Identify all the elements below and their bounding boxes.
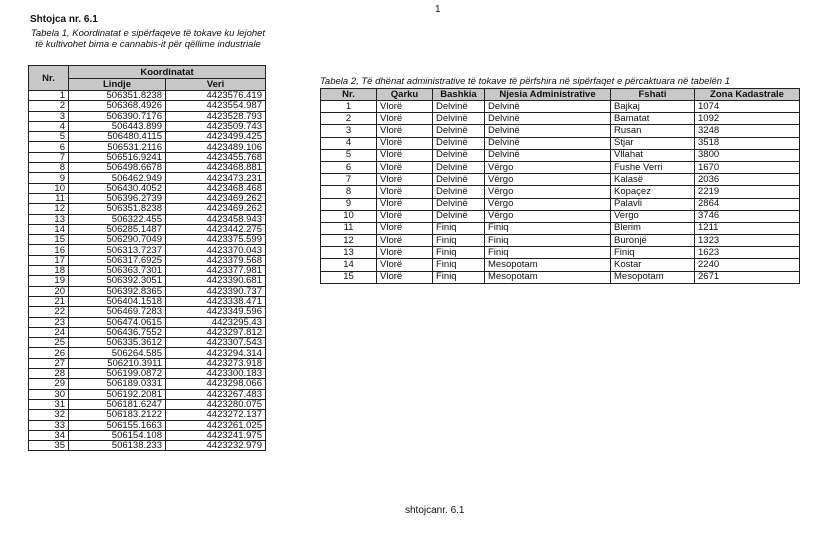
administrative-table-body	[321, 101, 800, 284]
cell-fshati: Vergo	[611, 210, 695, 222]
cell-zona: 2219	[695, 186, 800, 198]
cell-nr: 21	[29, 296, 69, 306]
cell-njesia: Finiq	[485, 247, 611, 259]
cell-veri: 4423499.425	[166, 132, 266, 142]
table-row	[29, 389, 266, 399]
table-row	[321, 210, 800, 222]
cell-nr: 1	[321, 101, 377, 113]
cell-veri: 4423267.483	[166, 389, 266, 399]
cell-bashkia: Delvinë	[433, 210, 485, 222]
cell-veri: 4423298.066	[166, 379, 266, 389]
cell-lindje: 506290.7049	[69, 235, 166, 245]
table-row	[29, 183, 266, 193]
cell-zona: 3800	[695, 149, 800, 161]
cell-nr: 14	[29, 224, 69, 234]
cell-veri: 4423469.262	[166, 204, 266, 214]
table-row	[29, 276, 266, 286]
cell-nr: 1	[29, 91, 69, 101]
cell-njesia: Mesopotam	[485, 271, 611, 283]
cell-nr: 27	[29, 358, 69, 368]
cell-zona: 1092	[695, 113, 800, 125]
cell-zona: 3746	[695, 210, 800, 222]
cell-veri: 4423300.183	[166, 369, 266, 379]
cell-njesia: Vërgo	[485, 198, 611, 210]
header-fshati: Fshati	[611, 89, 695, 101]
cell-nr: 5	[321, 149, 377, 161]
cell-lindje: 506183.2122	[69, 410, 166, 420]
table-row	[321, 247, 800, 259]
cell-njesia: Vërgo	[485, 161, 611, 173]
cell-veri: 4423294.314	[166, 348, 266, 358]
cell-njesia: Delvinë	[485, 137, 611, 149]
cell-veri: 4423390.681	[166, 276, 266, 286]
cell-bashkia: Delvinë	[433, 125, 485, 137]
table-row	[29, 173, 266, 183]
cell-lindje: 506363.7301	[69, 266, 166, 276]
cell-nr: 9	[321, 198, 377, 210]
cell-nr: 7	[321, 174, 377, 186]
cell-qarku: Vlorë	[377, 174, 433, 186]
cell-fshati: Finiq	[611, 247, 695, 259]
cell-fshati: Kopaçez	[611, 186, 695, 198]
cell-nr: 2	[29, 101, 69, 111]
cell-nr: 19	[29, 276, 69, 286]
header-nr: Nr.	[321, 89, 377, 101]
table2-caption: Tabela 2, Të dhënat administrative të tokave të përfshira në sipërfaqet e përcaktuara në tabelën 1	[320, 76, 730, 87]
table-row	[321, 137, 800, 149]
cell-fshati: Palavli	[611, 198, 695, 210]
table-row	[29, 204, 266, 214]
cell-nr: 26	[29, 348, 69, 358]
header-qarku: Qarku	[377, 89, 433, 101]
cell-fshati: Blerim	[611, 222, 695, 234]
cell-qarku: Vlorë	[377, 149, 433, 161]
cell-zona: 3518	[695, 137, 800, 149]
cell-lindje: 506368.4926	[69, 101, 166, 111]
cell-fshati: Vllahat	[611, 149, 695, 161]
cell-zona: 1074	[695, 101, 800, 113]
cell-njesia: Delvinë	[485, 101, 611, 113]
table-row	[321, 101, 800, 113]
cell-zona: 1670	[695, 161, 800, 173]
cell-qarku: Vlorë	[377, 247, 433, 259]
table-row	[29, 193, 266, 203]
cell-qarku: Vlorë	[377, 113, 433, 125]
cell-fshati: Stjar	[611, 137, 695, 149]
cell-nr: 3	[29, 111, 69, 121]
table-row	[29, 307, 266, 317]
table-row	[29, 358, 266, 368]
cell-qarku: Vlorë	[377, 186, 433, 198]
table-row	[321, 174, 800, 186]
table-row	[321, 149, 800, 161]
cell-lindje: 506285.1487	[69, 224, 166, 234]
cell-qarku: Vlorë	[377, 259, 433, 271]
cell-veri: 4423442.275	[166, 224, 266, 234]
cell-nr: 10	[29, 183, 69, 193]
cell-veri: 4423272.137	[166, 410, 266, 420]
cell-nr: 16	[29, 245, 69, 255]
cell-lindje: 506192.2081	[69, 389, 166, 399]
table-row	[29, 348, 266, 358]
cell-veri: 4423349.596	[166, 307, 266, 317]
cell-nr: 6	[321, 161, 377, 173]
cell-lindje: 506210.3911	[69, 358, 166, 368]
cell-lindje: 506392.8365	[69, 286, 166, 296]
cell-zona: 1211	[695, 222, 800, 234]
cell-nr: 28	[29, 369, 69, 379]
header-bashkia: Bashkia	[433, 89, 485, 101]
cell-bashkia: Delvinë	[433, 113, 485, 125]
cell-nr: 17	[29, 255, 69, 265]
cell-veri: 4423390.737	[166, 286, 266, 296]
cell-lindje: 506189.0331	[69, 379, 166, 389]
cell-veri: 4423576.419	[166, 91, 266, 101]
table-row	[29, 317, 266, 327]
table-row	[29, 255, 266, 265]
cell-lindje: 506181.6247	[69, 399, 166, 409]
cell-qarku: Vlorë	[377, 198, 433, 210]
cell-njesia: Delvinë	[485, 125, 611, 137]
cell-veri: 4423273.918	[166, 358, 266, 368]
cell-lindje: 506313.7237	[69, 245, 166, 255]
cell-veri: 4423469.262	[166, 193, 266, 203]
cell-lindje: 506516.9241	[69, 152, 166, 162]
table-row	[29, 101, 266, 111]
cell-nr: 14	[321, 259, 377, 271]
cell-zona: 2036	[695, 174, 800, 186]
cell-lindje: 506351.8238	[69, 204, 166, 214]
administrative-table-header	[321, 89, 800, 101]
cell-fshati: Buronjë	[611, 235, 695, 247]
cell-bashkia: Finiq	[433, 259, 485, 271]
cell-lindje: 506335.3612	[69, 338, 166, 348]
cell-nr: 7	[29, 152, 69, 162]
cell-veri: 4423458.943	[166, 214, 266, 224]
coordinates-table	[28, 65, 266, 451]
cell-lindje: 506469.7283	[69, 307, 166, 317]
table-row	[29, 430, 266, 440]
appendix-title: Shtojca nr. 6.1	[30, 14, 98, 25]
cell-nr: 4	[321, 137, 377, 149]
table-row	[29, 420, 266, 430]
cell-fshati: Fushe Verri	[611, 161, 695, 173]
cell-lindje: 506480.4115	[69, 132, 166, 142]
cell-veri: 4423377.981	[166, 266, 266, 276]
table-row	[29, 399, 266, 409]
cell-qarku: Vlorë	[377, 210, 433, 222]
cell-veri: 4423528.793	[166, 111, 266, 121]
cell-fshati: Mesopotam	[611, 271, 695, 283]
cell-nr: 35	[29, 441, 69, 451]
cell-lindje: 506154.108	[69, 430, 166, 440]
cell-veri: 4423307.543	[166, 338, 266, 348]
cell-veri: 4423338.471	[166, 296, 266, 306]
cell-fshati: Bamatat	[611, 113, 695, 125]
cell-nr: 24	[29, 327, 69, 337]
cell-veri: 4423280.075	[166, 399, 266, 409]
cell-lindje: 506390.7176	[69, 111, 166, 121]
cell-bashkia: Delvinë	[433, 186, 485, 198]
cell-nr: 3	[321, 125, 377, 137]
cell-njesia: Vërgo	[485, 210, 611, 222]
cell-lindje: 506443.899	[69, 121, 166, 131]
cell-njesia: Vërgo	[485, 186, 611, 198]
cell-veri: 4423232.979	[166, 441, 266, 451]
cell-nr: 30	[29, 389, 69, 399]
table-row	[321, 271, 800, 283]
cell-njesia: Finiq	[485, 222, 611, 234]
cell-bashkia: Finiq	[433, 271, 485, 283]
cell-bashkia: Finiq	[433, 222, 485, 234]
header-nr: Nr.	[29, 66, 69, 91]
table-row	[29, 235, 266, 245]
header-lindje: Lindje	[69, 79, 166, 91]
cell-nr: 8	[321, 186, 377, 198]
cell-zona: 1623	[695, 247, 800, 259]
cell-njesia: Delvinë	[485, 149, 611, 161]
cell-veri: 4423468.881	[166, 163, 266, 173]
cell-nr: 25	[29, 338, 69, 348]
cell-nr: 15	[321, 271, 377, 283]
cell-nr: 13	[29, 214, 69, 224]
cell-lindje: 506396.2739	[69, 193, 166, 203]
table-row	[29, 338, 266, 348]
cell-lindje: 506351.8238	[69, 91, 166, 101]
cell-njesia: Delvinë	[485, 113, 611, 125]
cell-qarku: Vlorë	[377, 101, 433, 113]
header-zona: Zona Kadastrale	[695, 89, 800, 101]
cell-nr: 20	[29, 286, 69, 296]
table-row	[29, 441, 266, 451]
cell-qarku: Vlorë	[377, 271, 433, 283]
cell-nr: 4	[29, 121, 69, 131]
cell-nr: 23	[29, 317, 69, 327]
cell-nr: 2	[321, 113, 377, 125]
cell-fshati: Bajkaj	[611, 101, 695, 113]
cell-lindje: 506199.0872	[69, 369, 166, 379]
cell-bashkia: Finiq	[433, 235, 485, 247]
cell-nr: 31	[29, 399, 69, 409]
table-row	[29, 327, 266, 337]
cell-bashkia: Finiq	[433, 247, 485, 259]
cell-bashkia: Delvinë	[433, 137, 485, 149]
table-row	[29, 410, 266, 420]
cell-nr: 11	[29, 193, 69, 203]
cell-veri: 4423489.106	[166, 142, 266, 152]
cell-veri: 4423261.025	[166, 420, 266, 430]
cell-zona: 3248	[695, 125, 800, 137]
cell-nr: 34	[29, 430, 69, 440]
table-row	[29, 163, 266, 173]
cell-lindje: 506498.6678	[69, 163, 166, 173]
table-row	[321, 161, 800, 173]
table-row	[29, 132, 266, 142]
cell-zona: 2864	[695, 198, 800, 210]
cell-bashkia: Delvinë	[433, 161, 485, 173]
cell-nr: 10	[321, 210, 377, 222]
cell-fshati: Kostar	[611, 259, 695, 271]
cell-veri: 4423468.468	[166, 183, 266, 193]
cell-veri: 4423554.987	[166, 101, 266, 111]
cell-qarku: Vlorë	[377, 235, 433, 247]
cell-veri: 4423455.768	[166, 152, 266, 162]
cell-veri: 4423509.743	[166, 121, 266, 131]
cell-lindje: 506430.4052	[69, 183, 166, 193]
coordinates-table-body	[29, 91, 266, 451]
cell-lindje: 506322.455	[69, 214, 166, 224]
table-row	[29, 214, 266, 224]
footer-label: shtojcanr. 6.1	[405, 505, 465, 516]
cell-lindje: 506462.949	[69, 173, 166, 183]
page-number: 1	[435, 4, 441, 15]
cell-qarku: Vlorë	[377, 137, 433, 149]
cell-lindje: 506436.7552	[69, 327, 166, 337]
header-veri: Veri	[166, 79, 266, 91]
cell-veri: 4423379.568	[166, 255, 266, 265]
administrative-table	[320, 88, 800, 284]
cell-bashkia: Delvinë	[433, 198, 485, 210]
table-row	[29, 111, 266, 121]
header-koordinatat: Koordinatat	[69, 66, 266, 79]
table-row	[29, 121, 266, 131]
table-row	[29, 286, 266, 296]
table-row	[321, 125, 800, 137]
cell-lindje: 506155.1663	[69, 420, 166, 430]
cell-veri: 4423297.812	[166, 327, 266, 337]
table-row	[321, 198, 800, 210]
table-row	[29, 152, 266, 162]
cell-zona: 2671	[695, 271, 800, 283]
cell-nr: 6	[29, 142, 69, 152]
table-row	[29, 91, 266, 101]
cell-nr: 11	[321, 222, 377, 234]
cell-njesia: Finiq	[485, 235, 611, 247]
cell-bashkia: Delvinë	[433, 174, 485, 186]
cell-lindje: 506138.233	[69, 441, 166, 451]
table-row	[29, 296, 266, 306]
cell-lindje: 506317.6925	[69, 255, 166, 265]
cell-veri: 4423375.599	[166, 235, 266, 245]
cell-zona: 2240	[695, 259, 800, 271]
cell-veri: 4423295.43	[166, 317, 266, 327]
cell-fshati: Kalasë	[611, 174, 695, 186]
cell-lindje: 506474.0615	[69, 317, 166, 327]
header-njesia: Njesia Administrative	[485, 89, 611, 101]
table-row	[29, 266, 266, 276]
cell-nr: 29	[29, 379, 69, 389]
cell-nr: 18	[29, 266, 69, 276]
cell-nr: 12	[321, 235, 377, 247]
table-row	[29, 245, 266, 255]
table-row	[321, 259, 800, 271]
table-row	[29, 142, 266, 152]
cell-nr: 9	[29, 173, 69, 183]
table-row	[29, 224, 266, 234]
cell-nr: 15	[29, 235, 69, 245]
cell-veri: 4423370.043	[166, 245, 266, 255]
table-row	[321, 235, 800, 247]
cell-qarku: Vlorë	[377, 161, 433, 173]
table-row	[29, 379, 266, 389]
cell-veri: 4423473.231	[166, 173, 266, 183]
cell-lindje: 506404.1518	[69, 296, 166, 306]
cell-lindje: 506392.3051	[69, 276, 166, 286]
cell-nr: 13	[321, 247, 377, 259]
cell-njesia: Mesopotam	[485, 259, 611, 271]
table-row	[321, 186, 800, 198]
cell-fshati: Rusan	[611, 125, 695, 137]
cell-nr: 12	[29, 204, 69, 214]
cell-lindje: 506531.2116	[69, 142, 166, 152]
cell-njesia: Vërgo	[485, 174, 611, 186]
cell-bashkia: Delvinë	[433, 101, 485, 113]
cell-bashkia: Delvinë	[433, 149, 485, 161]
table-row	[321, 113, 800, 125]
cell-qarku: Vlorë	[377, 222, 433, 234]
cell-nr: 33	[29, 420, 69, 430]
table1-caption: Tabela 1, Koordinatat e sipërfaqeve të tokave ku lejohet të kultivohet bima e cannabis-it për qëllime industriale	[30, 28, 266, 50]
table-row	[321, 222, 800, 234]
cell-nr: 8	[29, 163, 69, 173]
cell-lindje: 506264.585	[69, 348, 166, 358]
cell-nr: 5	[29, 132, 69, 142]
table-row	[29, 369, 266, 379]
cell-nr: 22	[29, 307, 69, 317]
cell-qarku: Vlorë	[377, 125, 433, 137]
cell-nr: 32	[29, 410, 69, 420]
cell-zona: 1323	[695, 235, 800, 247]
cell-veri: 4423241.975	[166, 430, 266, 440]
